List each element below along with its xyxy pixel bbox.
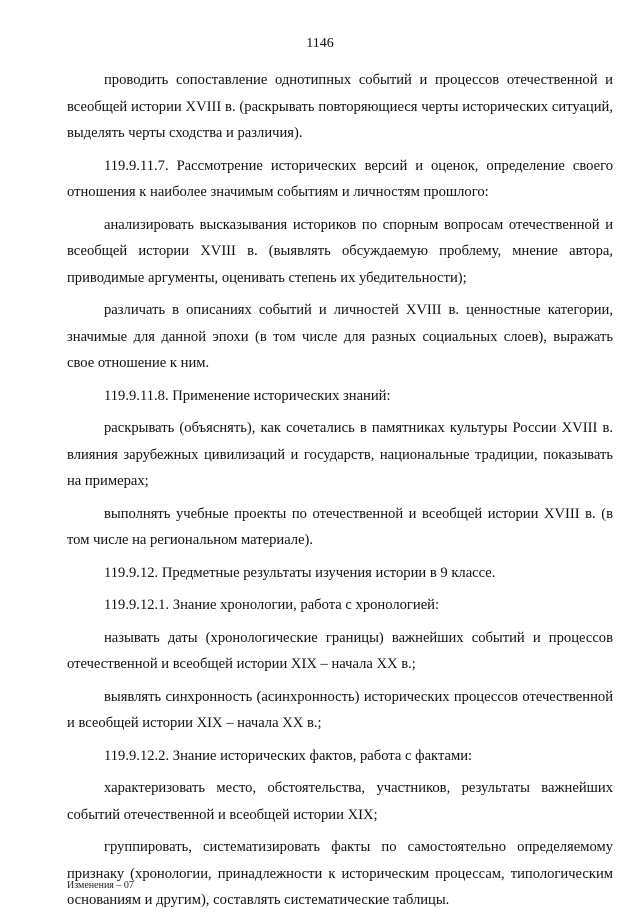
paragraph-characterize-events: характеризовать место, обстоятельства, участников, результаты важнейших событий отечественной и всеобщей истории XIX; [67, 780, 613, 823]
paragraph-study-projects: выполнять учебные проекты по отечественной и всеобщей истории XVIII в. (в том числе на региональном материале). [67, 505, 613, 548]
page-footer: Изменения – 07 [67, 880, 134, 891]
paragraph-synchronicity: выявлять синхронность (асинхронность) исторических процессов отечественной и всеобщей истории XIX – начала XX в.; [67, 688, 613, 731]
page-number: 1146 [306, 36, 334, 51]
paragraph-name-dates: называть даты (хронологические границы) важнейших событий и процессов отечественной и всеобщей истории XIX – начала XX в.; [67, 629, 613, 672]
paragraph-analyze-historians: анализировать высказывания историков по спорным вопросам отечественной и всеобщей истории XVIII в. (выявлять обсуждаемую проблему, мнение автора, приводимые аргументы, оценивать степень их убедительности); [67, 216, 613, 286]
paragraph-culture-monuments: раскрывать (объяснять), как сочетались в памятниках культуры России XVIII в. влияния зарубежных цивилизаций и государств, национальные традиции, показывать на примерах; [67, 420, 613, 489]
paragraph-heading-119-9-11-8: 119.9.11.8. Применение исторических знаний: [104, 387, 391, 404]
paragraph-compare-events: проводить сопоставление однотипных событий и процессов отечественной и всеобщей истории XVIII в. (раскрывать повторяющиеся черты исторических ситуаций, выделять черты сходства и различия). [67, 72, 613, 141]
paragraph-heading-119-9-12-1: 119.9.12.1. Знание хронологии, работа с хронологией: [104, 597, 440, 613]
paragraph-heading-119-9-11-7: 119.9.11.7. Рассмотрение исторических версий и оценок, определение своего отношения к наиболее значимым событиям и личностям прошлого: [67, 157, 613, 200]
paragraph-heading-119-9-12: 119.9.12. Предметные результаты изучения истории в 9 классе. [104, 564, 496, 581]
paragraph-group-facts: группировать, систематизировать факты по самостоятельно определяемому признаку (хронологии, принадлежности к историческим процессам, типологическим основаниям и другим), составлять систематические таблицы. [67, 839, 613, 908]
paragraph-heading-119-9-12-2: 119.9.12.2. Знание исторических фактов, работа с фактами: [104, 747, 473, 764]
document-body [67, 67, 613, 920]
paragraph-value-categories: различать в описаниях событий и личностей XVIII в. ценностные категории, значимые для данной эпохи (в том числе для разных социальных слоев), выражать свое отношение к ним. [67, 302, 613, 371]
